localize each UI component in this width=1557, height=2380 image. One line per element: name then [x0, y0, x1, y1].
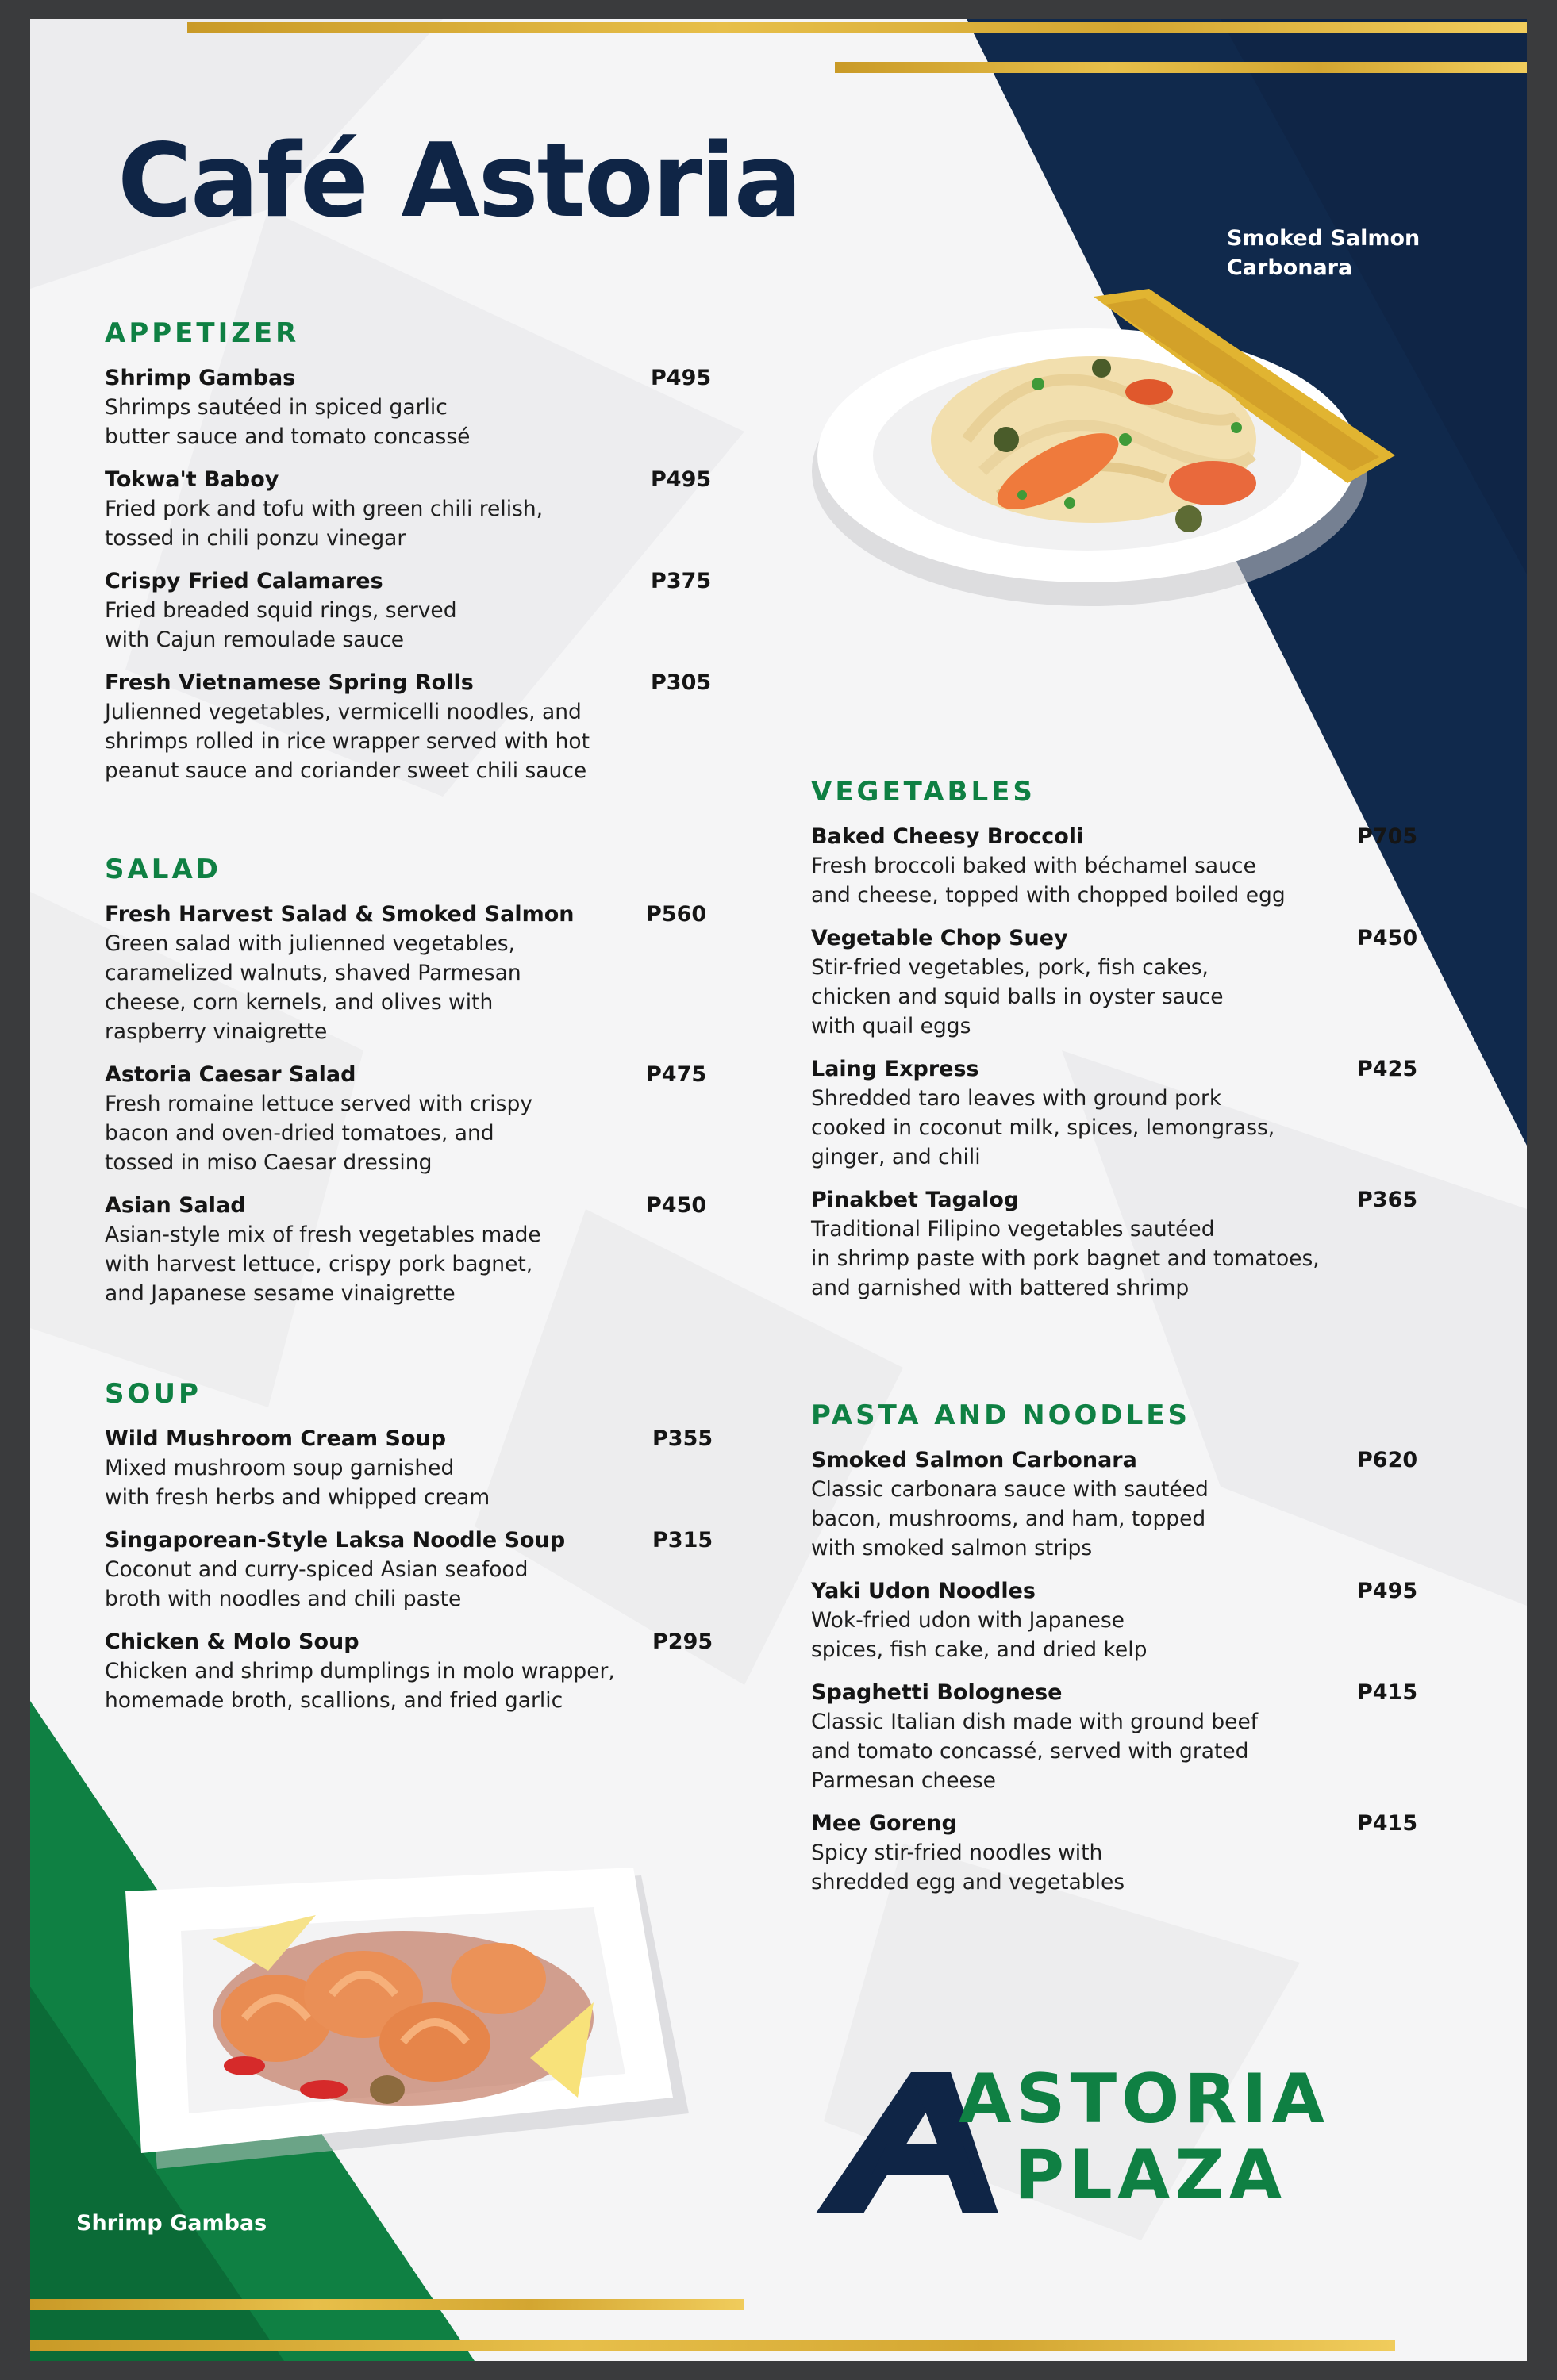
- item-price: P315: [652, 1528, 713, 1553]
- logo-line-1: ASTORIA: [959, 2059, 1330, 2139]
- item-description: Fried pork and tofu with green chili relish, tossed in chili ponzu vinegar: [105, 497, 544, 551]
- item-description: Stir-fried vegetables, pork, fish cakes, chicken and squid balls in oyster sauce with quail eggs: [811, 955, 1224, 1038]
- item-name: Asian Salad: [105, 1193, 246, 1218]
- item-description: Coconut and curry-spiced Asian seafood broth with noodles and chili paste: [105, 1557, 529, 1611]
- item-description: Spicy stir-fried noodles with shredded egg and vegetables: [811, 1841, 1125, 1894]
- item-name: Smoked Salmon Carbonara: [811, 1448, 1137, 1472]
- item-name: Shrimp Gambas: [105, 366, 296, 390]
- menu-item: [811, 1576, 1462, 1664]
- section-vegetables: [811, 776, 1462, 1316]
- menu-item: [105, 465, 740, 553]
- section-heading: APPETIZER: [105, 317, 300, 349]
- menu-item: [105, 1060, 740, 1177]
- item-name: Vegetable Chop Suey: [811, 926, 1068, 950]
- item-price: P475: [646, 1062, 707, 1087]
- item-name: Astoria Caesar Salad: [105, 1062, 356, 1087]
- menu-item: [811, 1678, 1462, 1795]
- section-pasta-and-noodles: [811, 1399, 1462, 1910]
- menu-item: [811, 1185, 1462, 1303]
- item-description: Fresh romaine lettuce served with crispy bacon and oven-dried tomatoes, and tossed in miso Caesar dressing: [105, 1092, 532, 1175]
- astoria-plaza-logo: [816, 2059, 1451, 2225]
- gold-bar-bottom-2: [30, 2340, 1395, 2351]
- menu-item: [105, 1424, 740, 1512]
- section-heading: SOUP: [105, 1378, 202, 1410]
- menu-panel: [30, 19, 1527, 2361]
- item-price: P495: [1357, 1579, 1418, 1603]
- item-price: P450: [1357, 926, 1418, 950]
- item-price: P450: [646, 1193, 707, 1218]
- gambas-caption: Shrimp Gambas: [76, 2211, 267, 2236]
- item-name: Wild Mushroom Cream Soup: [105, 1426, 447, 1451]
- menu-item: [105, 900, 740, 1046]
- item-description: Asian-style mix of fresh vegetables made with harvest lettuce, crispy pork bagnet, and Japanese sesame vinaigrette: [105, 1223, 541, 1306]
- section-heading: SALAD: [105, 854, 222, 885]
- gold-bar-top-2: [835, 62, 1527, 73]
- logo-line-2: PLAZA: [1014, 2136, 1287, 2215]
- item-description: Green salad with julienned vegetables, caramelized walnuts, shaved Parmesan cheese, corn kernels, and olives with raspberry vinaigrette: [105, 931, 521, 1044]
- carbonara-photo: [792, 257, 1411, 638]
- item-name: Chicken & Molo Soup: [105, 1630, 359, 1654]
- item-price: P425: [1357, 1057, 1418, 1081]
- menu-item: [811, 1445, 1462, 1563]
- item-name: Baked Cheesy Broccoli: [811, 824, 1084, 849]
- gold-bar-top-1: [187, 22, 1527, 33]
- menu-item: [811, 822, 1462, 910]
- section-appetizer: [105, 317, 740, 799]
- item-description: Traditional Filipino vegetables sautéed in shrimp paste with pork bagnet and tomatoes, and garnished with battered shrimp: [811, 1217, 1320, 1300]
- section-salad: [105, 854, 740, 1322]
- item-price: P415: [1357, 1811, 1418, 1836]
- item-description: Wok-fried udon with Japanese spices, fish cake, and dried kelp: [811, 1608, 1148, 1662]
- item-price: P355: [652, 1426, 713, 1451]
- item-price: P375: [651, 569, 712, 593]
- item-description: Fresh broccoli baked with béchamel sauce and cheese, topped with chopped boiled egg: [811, 854, 1286, 908]
- item-name: Pinakbet Tagalog: [811, 1188, 1020, 1212]
- item-description: Shrimps sautéed in spiced garlic butter sauce and tomato concassé: [105, 395, 471, 449]
- menu-item: [105, 363, 740, 451]
- menu-item: [105, 1191, 740, 1308]
- item-price: P305: [651, 670, 712, 695]
- item-description: Fried breaded squid rings, served with Cajun remoulade sauce: [105, 598, 457, 652]
- menu-item: [105, 668, 740, 785]
- menu-item: [105, 1627, 740, 1715]
- item-description: Julienned vegetables, vermicelli noodles, and shrimps rolled in rice wrapper served with hot peanut sauce and coriander sweet chili sauce: [105, 700, 590, 783]
- menu-item: [105, 1526, 740, 1614]
- carbonara-caption: Smoked Salmon Carbonara: [1227, 226, 1421, 280]
- item-price: P295: [652, 1630, 713, 1654]
- section-heading: VEGETABLES: [811, 776, 1036, 808]
- item-description: Classic Italian dish made with ground beef and tomato concassé, served with grated Parmesan cheese: [811, 1710, 1259, 1793]
- item-name: Spaghetti Bolognese: [811, 1680, 1063, 1705]
- item-price: P495: [651, 467, 712, 492]
- item-description: Shredded taro leaves with ground pork cooked in coconut milk, spices, lemongrass, ginger, and chili: [811, 1086, 1275, 1169]
- item-description: Classic carbonara sauce with sautéed bacon, mushrooms, and ham, topped with smoked salmon strips: [811, 1477, 1209, 1560]
- item-price: P705: [1357, 824, 1418, 849]
- item-name: Singaporean-Style Laksa Noodle Soup: [105, 1528, 566, 1553]
- item-name: Fresh Harvest Salad & Smoked Salmon: [105, 902, 575, 927]
- menu-item: [811, 1809, 1462, 1897]
- shrimp-gambas-photo: [86, 1860, 705, 2209]
- item-name: Fresh Vietnamese Spring Rolls: [105, 670, 474, 695]
- item-description: Chicken and shrimp dumplings in molo wrapper, homemade broth, scallions, and fried garlic: [105, 1659, 615, 1713]
- item-name: Mee Goreng: [811, 1811, 957, 1836]
- menu-item: [811, 1054, 1462, 1172]
- item-price: P495: [651, 366, 712, 390]
- section-heading: PASTA AND NOODLES: [811, 1399, 1190, 1431]
- page-title: Café Astoria: [117, 122, 802, 240]
- item-name: Crispy Fried Calamares: [105, 569, 383, 593]
- menu-item: [105, 566, 740, 654]
- item-price: P415: [1357, 1680, 1418, 1705]
- gold-bar-bottom-1: [30, 2299, 744, 2310]
- menu-item: [811, 923, 1462, 1041]
- item-description: Mixed mushroom soup garnished with fresh herbs and whipped cream: [105, 1456, 490, 1510]
- item-price: P560: [646, 902, 707, 927]
- item-name: Laing Express: [811, 1057, 979, 1081]
- item-name: Yaki Udon Noodles: [811, 1579, 1036, 1603]
- item-price: P365: [1357, 1188, 1418, 1212]
- item-price: P620: [1357, 1448, 1418, 1472]
- section-soup: [105, 1378, 740, 1729]
- item-name: Tokwa't Baboy: [105, 467, 279, 492]
